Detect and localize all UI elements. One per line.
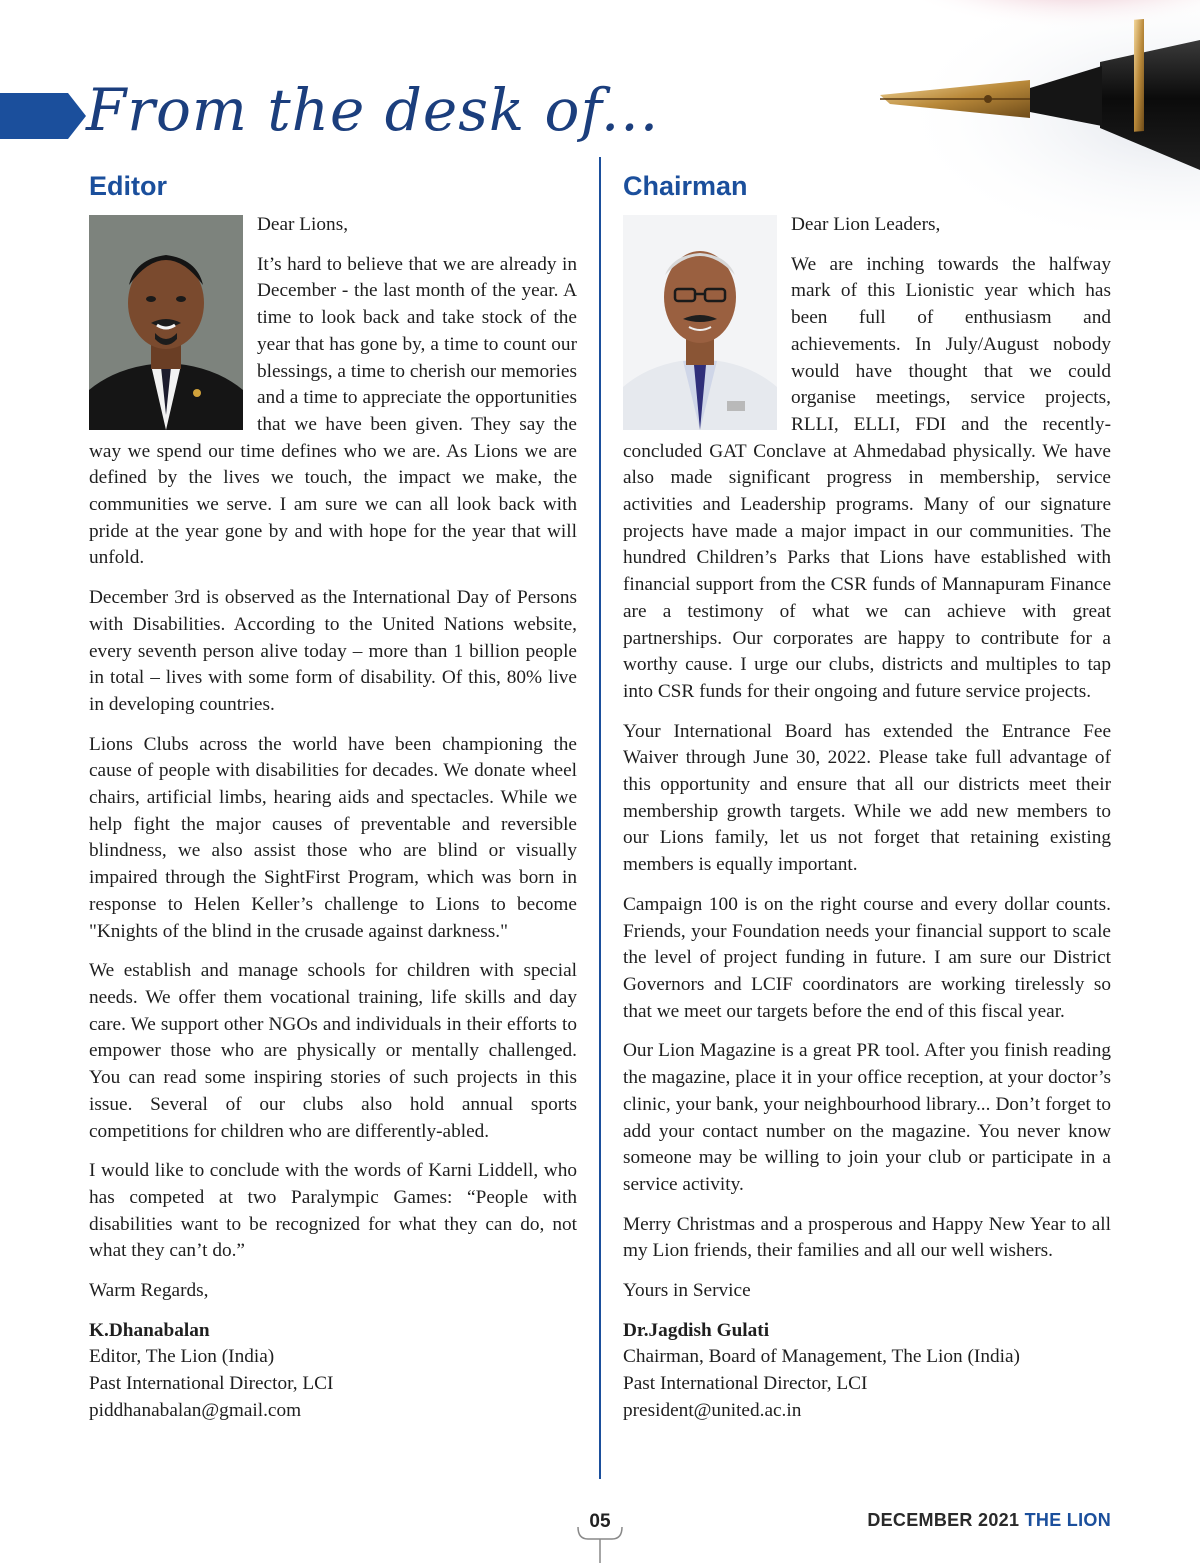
editor-signature-past: Past International Director, LCI (89, 1373, 334, 1395)
chairman-column (623, 168, 1111, 1425)
chairman-paragraph: Our Lion Magazine is a great PR tool. After you finish reading the magazine, place it in your office reception, at your doctor’s clinic, your bank, your neighbourhood library... Don’t forget to add your contact number on the magazine. You never know someone may be willing to join your club or participate in a service activity. (623, 1040, 1111, 1195)
issue-date: DECEMBER 2021 (867, 1510, 1020, 1530)
chairman-signature-name: Dr.Jagdish Gulati (623, 1319, 770, 1341)
editor-photo (89, 215, 243, 430)
editor-salutation: Dear Lions, (257, 214, 349, 235)
editor-signature-name: K.Dhanabalan (89, 1319, 210, 1341)
editor-title: Editor (89, 171, 167, 201)
editor-closing: Warm Regards, (89, 1280, 209, 1302)
page-number: 05 (589, 1511, 611, 1532)
editor-email[interactable]: piddhanabalan@gmail.com (89, 1399, 302, 1421)
publication-name: THE LION (1024, 1510, 1111, 1530)
editor-column (89, 168, 577, 1425)
chairman-closing: Yours in Service (623, 1280, 751, 1302)
footer-issue (867, 1510, 1111, 1531)
chairman-paragraph: Campaign 100 is on the right course and every dollar counts. Friends, your Foundation needs your financial support to scale the level of project funding in future. I am sure our District Governors and LCIF coordinators are working tirelessly so that we meet our targets before the end of this fiscal year. (623, 893, 1111, 1022)
page-number-badge (574, 1511, 626, 1563)
editor-paragraph: Lions Clubs across the world have been championing the cause of people with disabilities for decades. We donate wheel chairs, artificial limbs, hearing aids and spectacles. While we help fight the major causes of preventable and reversible blindness, we also assist those who are blind or visually impaired through the SightFirst Program, which was born in response to Helen Keller’s challenge to Lions to become "Knights of the blind in the crusade against darkness." (89, 733, 577, 942)
page-heading: From the desk of... (86, 76, 660, 144)
editor-signature-role: Editor, The Lion (India) (89, 1346, 275, 1368)
editor-paragraph: I would like to conclude with the words of Karni Liddell, who has competed at two Paralympic Games: “People with disabilities want to be recognized for what they can do, not what they can’t do.” (89, 1160, 577, 1262)
column-divider (599, 157, 601, 1479)
chairman-paragraph: Your International Board has extended the Entrance Fee Waiver through June 30, 2022. Please take full advantage of this opportunity and ensure that all our districts meet their membership growth targets. While we add new members to our Lions family, let us not forget that retaining existing members is equally important. (623, 720, 1111, 876)
chairman-signature-role: Chairman, Board of Management, The Lion (India) (623, 1346, 1020, 1368)
editor-paragraph: We establish and manage schools for children with special needs. We offer them vocational training, life skills and day care. We support other NGOs and individuals in their efforts to empower those who are physically or mentally challenged. You can read some inspiring stories of such projects in this issue. Several of our clubs also hold annual sports competitions for children who are differently-abled. (89, 960, 577, 1142)
chairman-signature-past: Past International Director, LCI (623, 1373, 868, 1395)
chairman-title: Chairman (623, 171, 748, 201)
chairman-salutation: Dear Lion Leaders, (791, 214, 941, 235)
chairman-paragraph: Merry Christmas and a prosperous and Happy New Year to all my Lion friends, their families and all our well wishers. (623, 1213, 1111, 1262)
editor-paragraph: It’s hard to believe that we are already in December - the last month of the year. A time to look back and take stock of the year that has gone by, a time to count our blessings, a time to cherish our memories and a time to appreciate the opportunities that we have been given. They say the way we spend our time defines who we are. As Lions we are defined by the lives we touch, the impact we make, the communities we serve. I am sure we can all look back with pride at the year gone by and with hope for the year that will unfold. (89, 253, 577, 569)
chairman-paragraph: We are inching towards the halfway mark of this Lionistic year which has been full of enthusiasm and achievements. In July/August nobody would have thought that we could organise meetings, service projects, RLLI, ELLI, FDI and the recently-concluded GAT Conclave at Ahmedabad physically. We have also made significant progress in membership, service activities and Leadership programs. Many of our signature projects have made a major impact in our communities. The hundred Children’s Parks that Lions have established with financial support from the CSR funds of Mannapuram Finance are a testimony of what we can achieve with great partnerships. Our corporates are happy to contribute for a worthy cause. I urge our clubs, districts and multiples to tap into CSR funds for their ongoing and future service projects. (623, 253, 1111, 702)
editor-paragraph: December 3rd is observed as the International Day of Persons with Disabilities. According to the United Nations website, every seventh person alive today – more than 1 billion people in total – lives with some form of disability. Of this, 80% live in developing countries. (89, 587, 577, 715)
chairman-email[interactable]: president@united.ac.in (623, 1399, 802, 1421)
section-marker-icon (0, 93, 88, 139)
chairman-photo (623, 215, 777, 430)
